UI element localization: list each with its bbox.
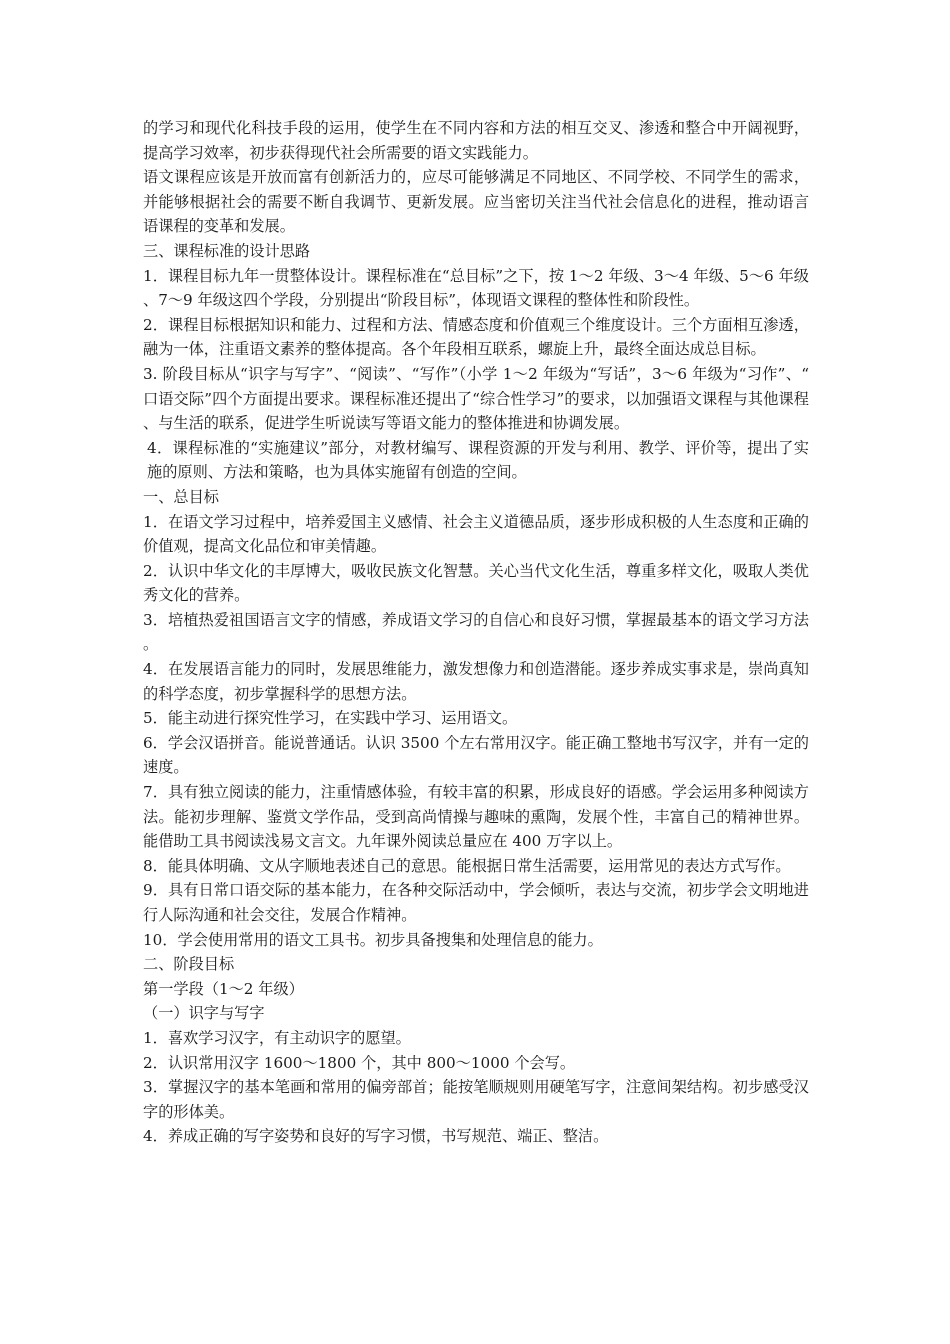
- list-item: 3．培植热爱祖国语言文字的情感，养成语文学习的自信心和良好习惯，掌握最基本的语文学习方法。: [143, 610, 809, 654]
- list-item: 8．能具体明确、文从字顺地表述自己的意思。能根据日常生活需要，运用常见的表达方式写作。: [143, 856, 791, 875]
- paragraph: 语文课程应该是开放而富有创新活力的，应尽可能够满足不同地区、不同学校、不同学生的需求，并能够根据社会的需要不断自我调节、更新发展。应当密切关注当代社会信息化的进程，推动语言语课程的变革和发展。: [143, 168, 809, 236]
- list-item: 10．学会使用常用的语文工具书。初步具备搜集和处理信息的能力。: [143, 930, 603, 949]
- list-item: 1．课程目标九年一贯整体设计。课程标准在“总目标”之下，按 1～2 年级、3～4 年级、5～6 年级、7～9 年级这四个学段，分别提出“阶段目标”，体现语文课程的整体性和阶段性。: [143, 266, 809, 310]
- list-item: 2．认识中华文化的丰厚博大，吸收民族文化智慧。关心当代文化生活，尊重多样文化，吸取人类优秀文化的营养。: [143, 561, 809, 605]
- list-item: 4．课程标准的“实施建议”部分，对教材编写、课程资源的开发与利用、教学、评价等，提出了实施的原则、方法和策略，也为具体实施留有创造的空间。: [147, 438, 809, 482]
- document-body: [143, 116, 809, 1149]
- list-item: 5．能主动进行探究性学习，在实践中学习、运用语文。: [143, 709, 518, 728]
- list-item: 9．具有日常口语交际的基本能力，在各种交际活动中，学会倾听，表达与交流，初步学会文明地进行人际沟通和社会交往，发展合作精神。: [143, 881, 809, 924]
- list-item: 3. 阶段目标从“识字与写字”、“阅读”、“写作”（小学 1～2 年级为“写话”，3～6 年级为“习作”、“口语交际”四个方面提出要求。课程标准还提出了“综合性学习”的要求，以加强语文课程与其他课程、与生活的联系，促进学生听说读写等语文能力的整体推进和协调发展。: [143, 364, 809, 433]
- list-item: 1．喜欢学习汉字，有主动识字的愿望。: [143, 1028, 411, 1047]
- paragraph: 的学习和现代化科技手段的运用，使学生在不同内容和方法的相互交叉、渗透和整合中开阔视野，提高学习效率，初步获得现代社会所需要的语文实践能力。: [143, 119, 809, 162]
- section-heading: 一、总目标: [143, 487, 219, 506]
- section-heading: 三、课程标准的设计思路: [143, 241, 311, 260]
- list-item: 7．具有独立阅读的能力，注重情感体验，有较丰富的积累，形成良好的语感。学会运用多种阅读方法。能初步理解、鉴赏文学作品，受到高尚情操与趣味的熏陶，发展个性，丰富自己的精神世界。能借助工具书阅读浅易文言文。九年课外阅读总量应在 400 万字以上。: [143, 783, 809, 851]
- list-item: 2．认识常用汉字 1600～1800 个，其中 800～1000 个会写。: [143, 1053, 576, 1072]
- list-item: 3．掌握汉字的基本笔画和常用的偏旁部首；能按笔顺规则用硬笔写字，注意间架结构。初步感受汉字的形体美。: [143, 1078, 809, 1121]
- list-item: 4．养成正确的写字姿势和良好的写字习惯，书写规范、端正、整洁。: [143, 1127, 609, 1146]
- section-heading: 二、阶段目标: [143, 955, 235, 974]
- list-item: 6．学会汉语拼音。能说普通话。认识 3500 个左右常用汉字。能正确工整地书写汉字，并有一定的速度。: [143, 733, 809, 777]
- list-item: 4．在发展语言能力的同时，发展思维能力，激发想像力和创造潜能。逐步养成实事求是，崇尚真知的科学态度，初步掌握科学的思想方法。: [143, 660, 809, 703]
- list-item: 2．课程目标根据知识和能力、过程和方法、情感态度和价值观三个维度设计。三个方面相互渗透，融为一体，注重语文素养的整体提高。各个年段相互联系，螺旋上升，最终全面达成总目标。: [143, 315, 809, 359]
- subsection-heading: （一）识字与写字: [143, 1004, 265, 1023]
- subsection-heading: 第一学段（1～2 年级）: [143, 979, 304, 998]
- list-item: 1．在语文学习过程中，培养爱国主义感情、社会主义道德品质，逐步形成积极的人生态度和正确的价值观，提高文化品位和审美情趣。: [143, 512, 809, 556]
